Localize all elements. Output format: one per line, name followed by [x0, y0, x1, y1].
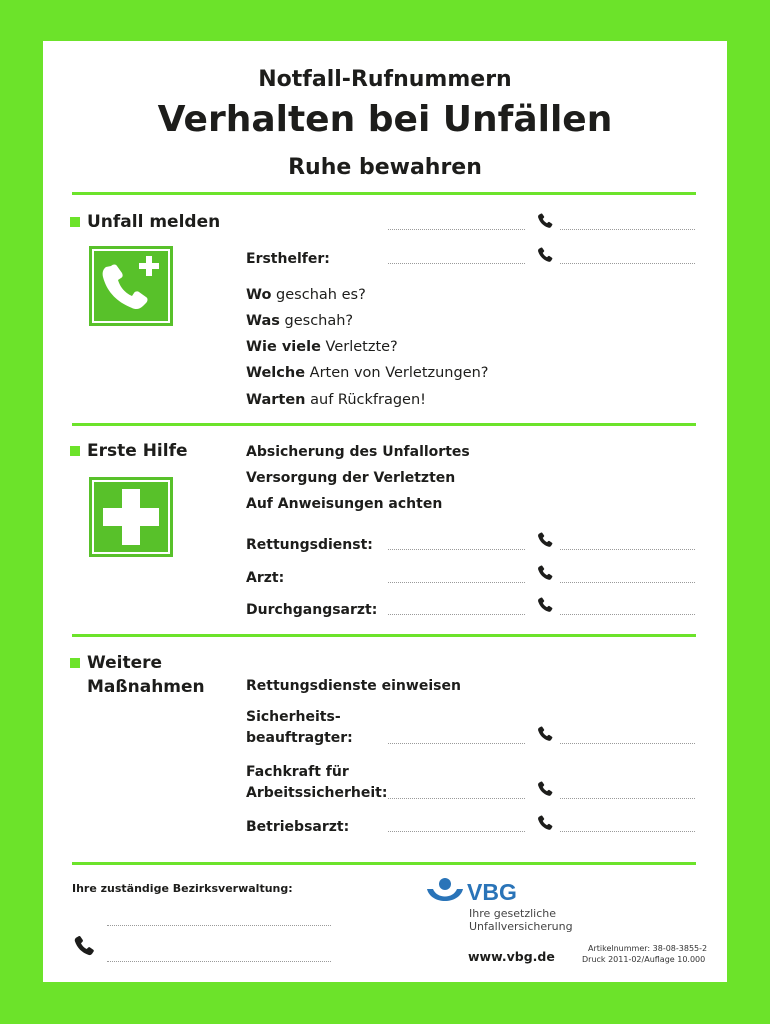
bullet-square — [70, 446, 80, 456]
step-versorgung: Versorgung der Verletzten — [246, 470, 456, 486]
phone-icon — [536, 780, 554, 798]
step-absicherung: Absicherung des Unfallortes — [246, 444, 470, 460]
entry-line[interactable] — [560, 831, 695, 832]
logo-text-vbg: VBG — [467, 879, 517, 905]
label-fachkraft: Fachkraft für — [246, 764, 349, 780]
phone-icon — [536, 814, 554, 832]
entry-line[interactable] — [560, 582, 695, 583]
entry-line[interactable] — [560, 549, 695, 550]
section-title-weitere: Weitere — [87, 653, 163, 673]
label-betriebsarzt: Betriebsarzt: — [246, 819, 350, 835]
label-durchgangsarzt: Durchgangsarzt: — [246, 602, 378, 618]
vbg-logo-icon — [425, 877, 465, 913]
phone-icon — [536, 531, 554, 549]
step-einweisen: Rettungsdienste einweisen — [246, 678, 461, 694]
phone-icon — [536, 725, 554, 743]
section-title-massnahmen: Maßnahmen — [87, 677, 205, 697]
emergency-phone-sign-icon — [89, 246, 173, 326]
notice-sheet — [43, 41, 727, 982]
website-link[interactable]: www.vbg.de — [468, 949, 555, 964]
label-arbeitssicherheit: Arbeitssicherheit: — [246, 785, 388, 801]
question-text: geschah es? — [271, 287, 366, 303]
phone-icon — [536, 596, 554, 614]
question-text: auf Rückfragen! — [305, 392, 426, 408]
entry-line[interactable] — [388, 831, 525, 832]
entry-line[interactable] — [560, 743, 695, 744]
question-was — [246, 313, 353, 329]
logo-subtitle-1: Ihre gesetzliche — [469, 907, 556, 920]
divider — [72, 862, 696, 865]
title-notfall-rufnummern: Notfall-Rufnummern — [258, 67, 512, 92]
entry-line[interactable] — [107, 925, 331, 926]
step-anweisungen: Auf Anweisungen achten — [246, 496, 443, 512]
entry-line[interactable] — [560, 263, 695, 264]
question-wie-viele — [246, 339, 398, 355]
divider — [72, 423, 696, 426]
divider — [72, 192, 696, 195]
druck-info: Druck 2011-02/Auflage 10.000 — [582, 955, 706, 964]
question-text: Verletzte? — [320, 339, 398, 355]
entry-line[interactable] — [388, 798, 525, 799]
question-warten — [246, 392, 426, 408]
bullet-square — [70, 658, 80, 668]
entry-line[interactable] — [107, 961, 331, 962]
label-arzt: Arzt: — [246, 570, 285, 586]
label-beauftragter: beauftragter: — [246, 730, 353, 746]
question-text: Arten von Verletzungen? — [305, 365, 489, 381]
label-ersthelfer: Ersthelfer: — [246, 251, 330, 267]
question-keyword: Wo — [246, 287, 272, 303]
bullet-square — [70, 217, 80, 227]
phone-icon — [536, 564, 554, 582]
question-keyword: Wie viele — [246, 339, 321, 355]
entry-line[interactable] — [560, 229, 695, 230]
phone-icon — [536, 246, 554, 264]
entry-line[interactable] — [560, 798, 695, 799]
entry-line[interactable] — [388, 263, 525, 264]
question-keyword: Warten — [246, 392, 306, 408]
entry-line[interactable] — [560, 614, 695, 615]
label-bezirksverwaltung: Ihre zuständige Bezirksverwaltung: — [72, 882, 293, 895]
phone-icon — [72, 934, 96, 958]
entry-line[interactable] — [388, 743, 525, 744]
section-title-erste-hilfe: Erste Hilfe — [87, 441, 188, 461]
entry-line[interactable] — [388, 582, 525, 583]
entry-line[interactable] — [388, 229, 525, 230]
question-keyword: Welche — [246, 365, 306, 381]
question-text: geschah? — [279, 313, 354, 329]
subtitle-ruhe-bewahren: Ruhe bewahren — [288, 155, 482, 180]
question-keyword: Was — [246, 313, 280, 329]
divider — [72, 634, 696, 637]
phone-icon — [536, 212, 554, 230]
artikelnummer: Artikelnummer: 38-08-3855-2 — [588, 944, 708, 953]
question-wo — [246, 287, 366, 303]
first-aid-cross-sign-icon — [89, 477, 173, 557]
label-sicherheits: Sicherheits- — [246, 709, 341, 725]
entry-line[interactable] — [388, 549, 525, 550]
section-title-unfall-melden: Unfall melden — [87, 212, 221, 232]
entry-line[interactable] — [388, 614, 525, 615]
label-rettungsdienst: Rettungsdienst: — [246, 537, 373, 553]
logo-subtitle-2: Unfallversicherung — [469, 920, 573, 933]
title-verhalten: Verhalten bei Unfällen — [157, 99, 613, 140]
question-welche — [246, 365, 489, 381]
